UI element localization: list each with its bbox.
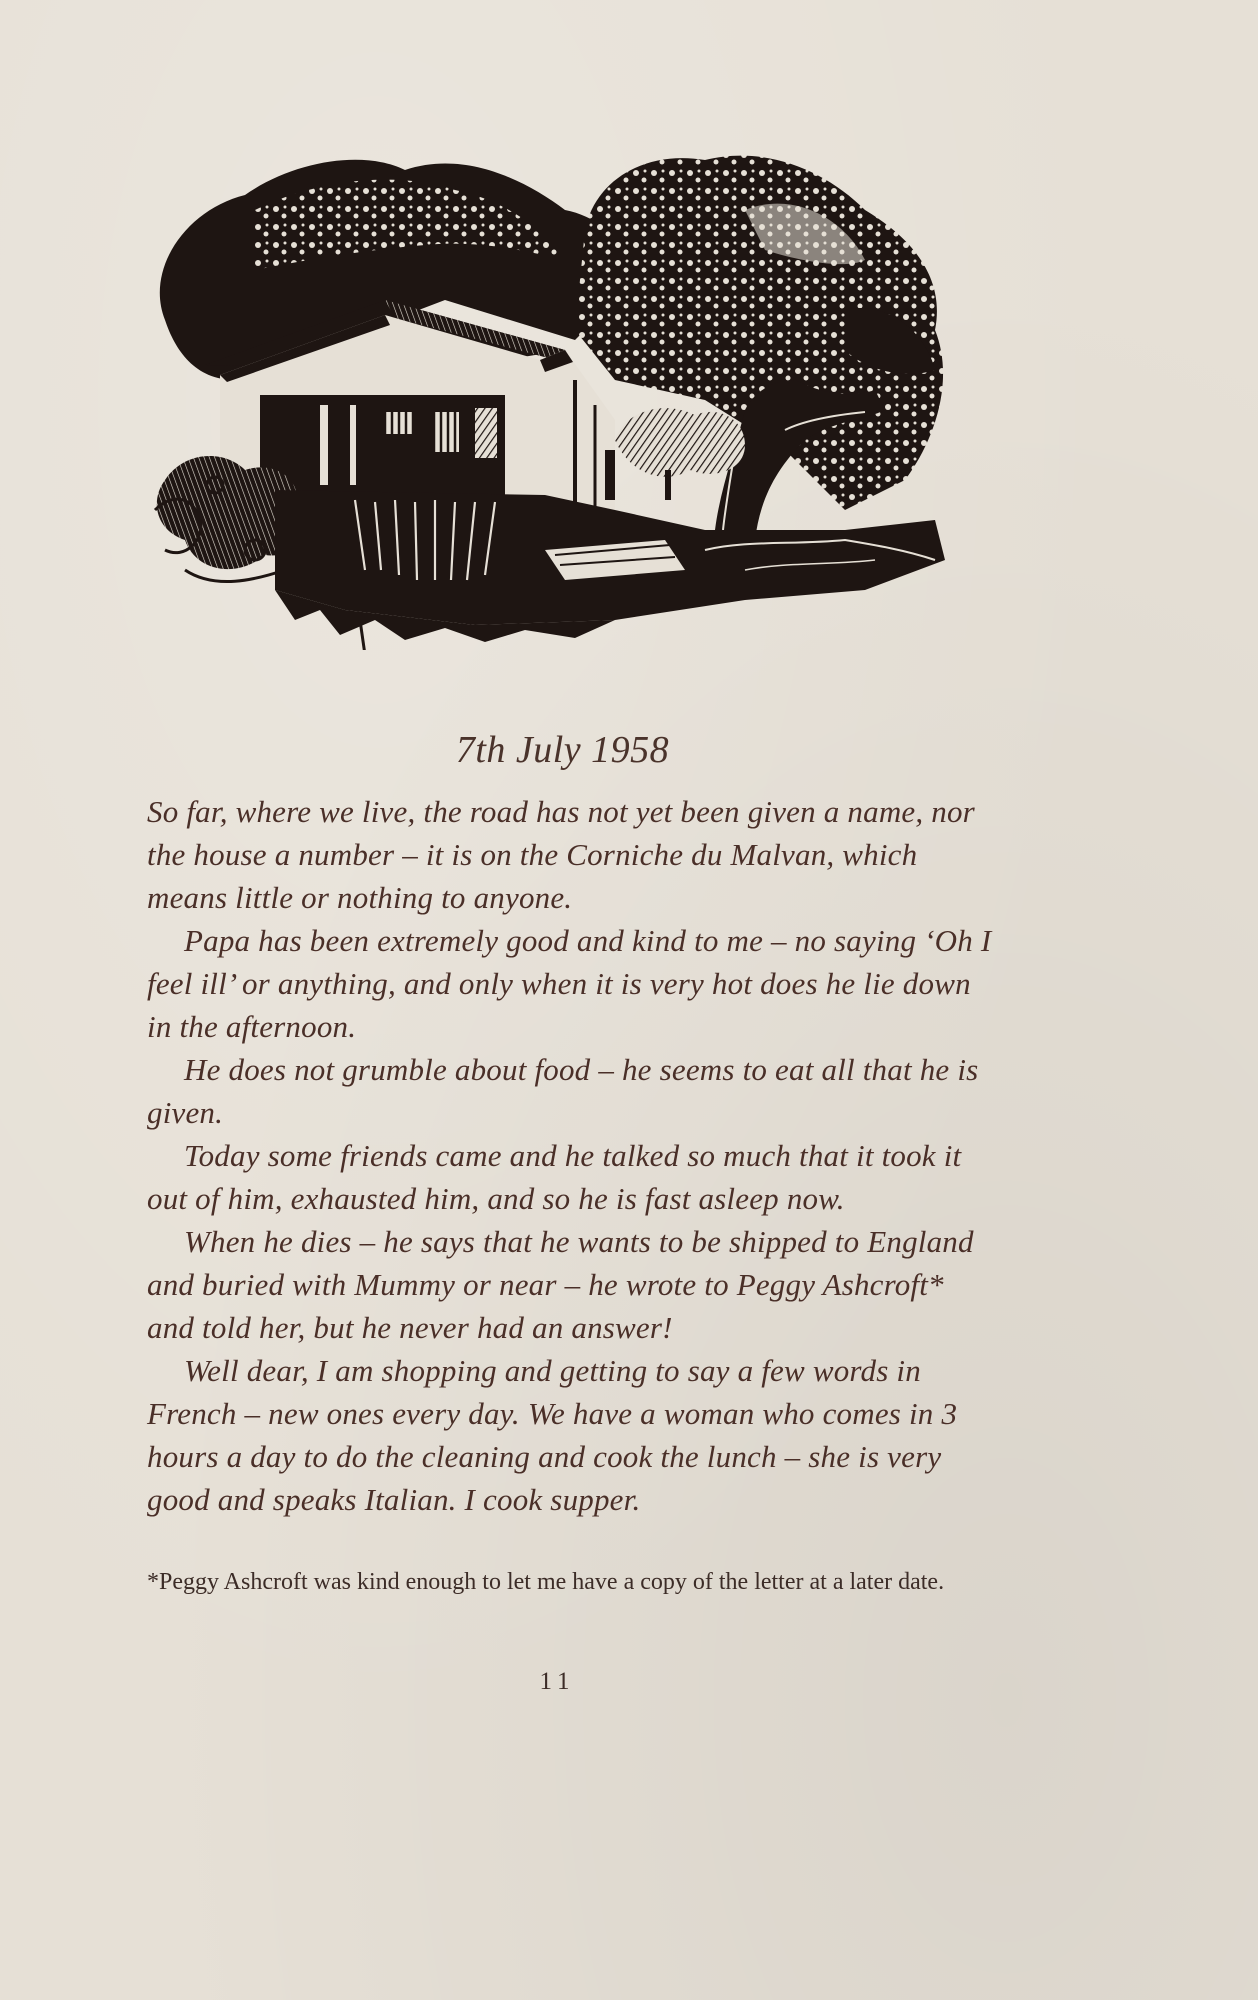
paragraph: Today some friends came and he talked so much that it took it out of him, exhausted him, and so he is fast asleep now. bbox=[147, 1138, 962, 1216]
woodcut-illustration bbox=[145, 150, 960, 650]
paragraph: Papa has been extremely good and kind to me – no saying ‘Oh I feel ill’ or anything, and only when it is very hot does he lie down in the afternoon. bbox=[147, 923, 992, 1044]
paragraph: So far, where we live, the road has not yet been given a name, nor the house a number – it is on the Corniche du Malvan, which means little or nothing to anyone. bbox=[147, 794, 975, 915]
letter-body bbox=[147, 790, 997, 1521]
letter-date-heading: 7th July 1958 bbox=[455, 729, 670, 771]
paragraph: When he dies – he says that he wants to be shipped to England and buried with Mummy or near – he wrote to Peggy Ashcroft* and told her, but he never had an answer! bbox=[147, 1224, 974, 1345]
paragraph: Well dear, I am shopping and getting to say a few words in French – new ones every day. We have a woman who comes in 3 hours a day to do the cleaning and cook the lunch – she is very good and speaks Italian. I cook supper. bbox=[147, 1353, 958, 1517]
paragraph: He does not grumble about food – he seems to eat all that he is given. bbox=[147, 1052, 979, 1130]
footnote: *Peggy Ashcroft was kind enough to let me have a copy of the letter at a later date. bbox=[147, 1569, 945, 1595]
cottage-window bbox=[260, 395, 505, 495]
page-number: 11 bbox=[539, 1668, 576, 1695]
